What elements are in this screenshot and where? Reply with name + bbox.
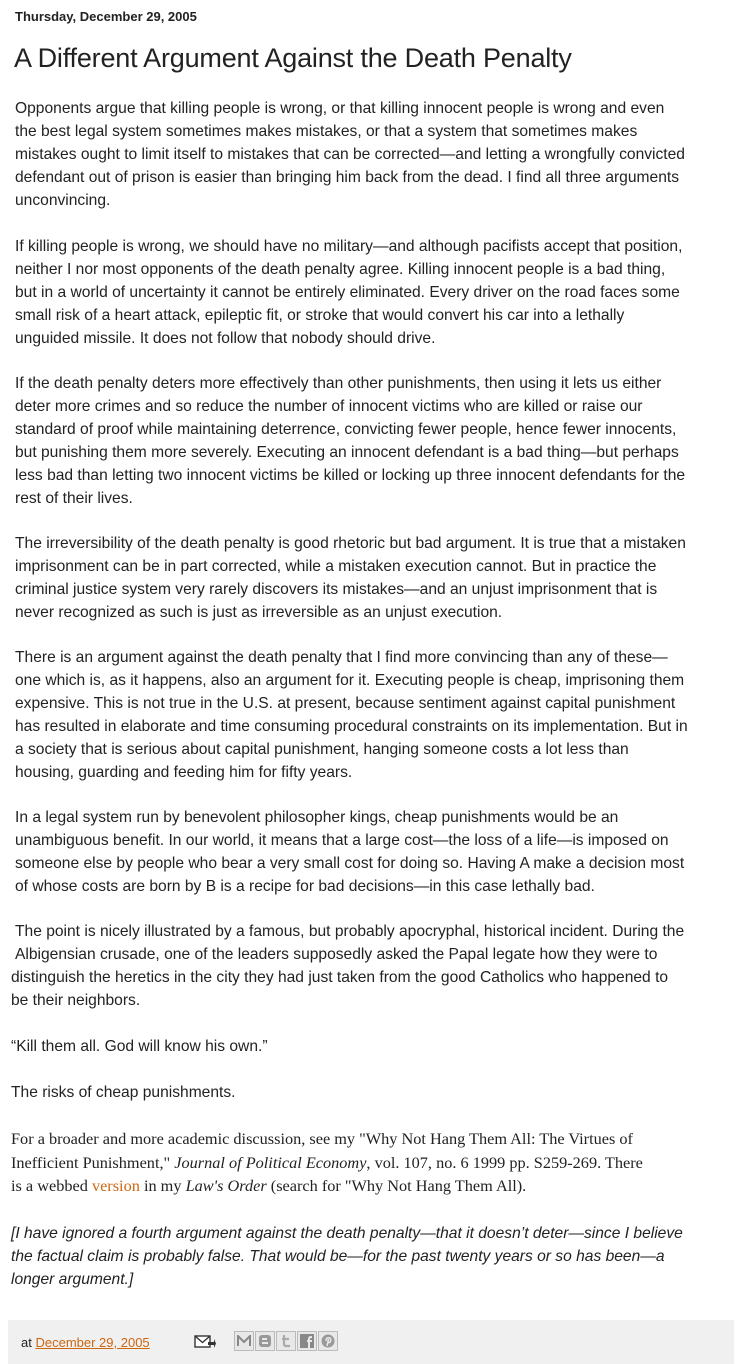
share-buttons [234, 1331, 339, 1351]
paragraph-6: In a legal system run by benevolent philosopher kings, cheap punishments would be an unambiguous benefit. In our world, it means that a large cost—the loss of a life—is imposed on someone else by people who bear a very small cost for doing so. Having A make a decision most of whose costs are born by B is a recipe for bad decisions—in this case lethally bad. [15, 809, 685, 895]
paragraph-2: If killing people is wrong, we should have no military—and although pacifists accept that position, neither I nor most opponents of the death penalty agree. Killing innocent people is a bad thing, but in a world of uncertainty it cannot be entirely eliminated. Every driver on the road faces some small risk of a heart attack, epileptic fit, or stroke that would convert his car into a lethally unguided missile. It does not follow that nobody should drive. [15, 238, 683, 347]
pinterest-share-button[interactable] [318, 1331, 338, 1351]
facebook-icon [300, 1334, 314, 1348]
date-header: Thursday, December 29, 2005 [15, 9, 197, 24]
paragraph-3: If the death penalty deters more effectively than other punishments, then using it lets us either deter more crimes and so reduce the number of innocent victims who are killed or raise our standard of proof while maintaining deterrence, convicting fewer people, hence fewer innocents, but punishing them more severely. Executing an innocent defendant is a bad thing—but perhaps less bad than letting two innocent victims be killed or locking up three innocent defendants for the rest of their lives. [15, 375, 686, 507]
book-title: Law's Order [185, 1176, 267, 1195]
paragraph-1: Opponents argue that killing people is wrong, or that killing innocent people is wrong and even the best legal system sometimes makes mistakes, or that a system that sometimes makes mistakes ought to limit itself to mistakes that can be corrected—and letting a wrongfully convicted defendant out of prison is easier than bringing him back from the dead. I find all three arguments unconvincing. [15, 100, 685, 209]
email-post-icon[interactable] [194, 1334, 216, 1355]
gmail-icon [237, 1335, 251, 1347]
academic-paragraph: For a broader and more academic discussion, see my "Why Not Hang Them All: The Virtues of Inefficient Punishment," Journal of Political Economy, vol. 107, no. 6 1999 pp. S259-269. There is a webbed version in my Law's Order (search for "Why Not Hang Them All). [11, 1129, 643, 1195]
paragraph-7: The point is nicely illustrated by a famous, but probably apocryphal, historical incident. During the Albigensian crusade, one of the leaders supposedly asked the Papal legate how they were to distinguish the heretics in the city they had just taken from the good Catholics who happened to be their neighbors. [11, 923, 685, 1009]
timestamp-link[interactable]: December 29, 2005 [35, 1335, 150, 1350]
facebook-share-button[interactable] [297, 1331, 317, 1351]
post-title: A Different Argument Against the Death Penalty [14, 43, 572, 73]
blogger-icon [258, 1334, 272, 1348]
paragraph-5: There is an argument against the death penalty that I find more convincing than any of these— one which is, as it happens, also an argument for it. Executing people is cheap, imprisoning them expensive. This is not true in the U.S. at present, because sentiment against capital punishment has resulted in elaborate and time consuming procedural constraints on its implementation. But in a society that is serious about capital punishment, hanging someone costs a lot less than housing, guarding and feeding him for fifty years. [15, 649, 688, 781]
blogger-share-button[interactable] [255, 1331, 275, 1351]
risks-paragraph: The risks of cheap punishments. [11, 1084, 236, 1101]
journal-title: Journal of Political Economy [174, 1152, 367, 1172]
version-link[interactable]: version [91, 1176, 140, 1195]
post-timestamp: at December 29, 2005 [21, 1335, 150, 1350]
twitter-icon [280, 1334, 292, 1348]
note-paragraph: [I have ignored a fourth argument against the death penalty—that it doesn’t deter—since I believe the factual claim is probably false. That would be—for the past twenty years or so has been—a longer argument.] [11, 1225, 683, 1288]
paragraph-4: The irreversibility of the death penalty is good rhetoric but bad argument. It is true that a mistaken imprisonment can be in part corrected, while a mistaken execution cannot. But in practice the criminal justice system very rarely discovers its mistakes—and an unjust imprisonment that is never recognized as such is just as irreversible as an unjust execution. [15, 535, 686, 621]
post-footer [8, 1320, 734, 1364]
twitter-share-button[interactable] [276, 1331, 296, 1351]
gmail-share-button[interactable] [234, 1331, 254, 1351]
pinterest-icon [321, 1334, 335, 1348]
quote-paragraph: “Kill them all. God will know his own.” [11, 1038, 268, 1055]
